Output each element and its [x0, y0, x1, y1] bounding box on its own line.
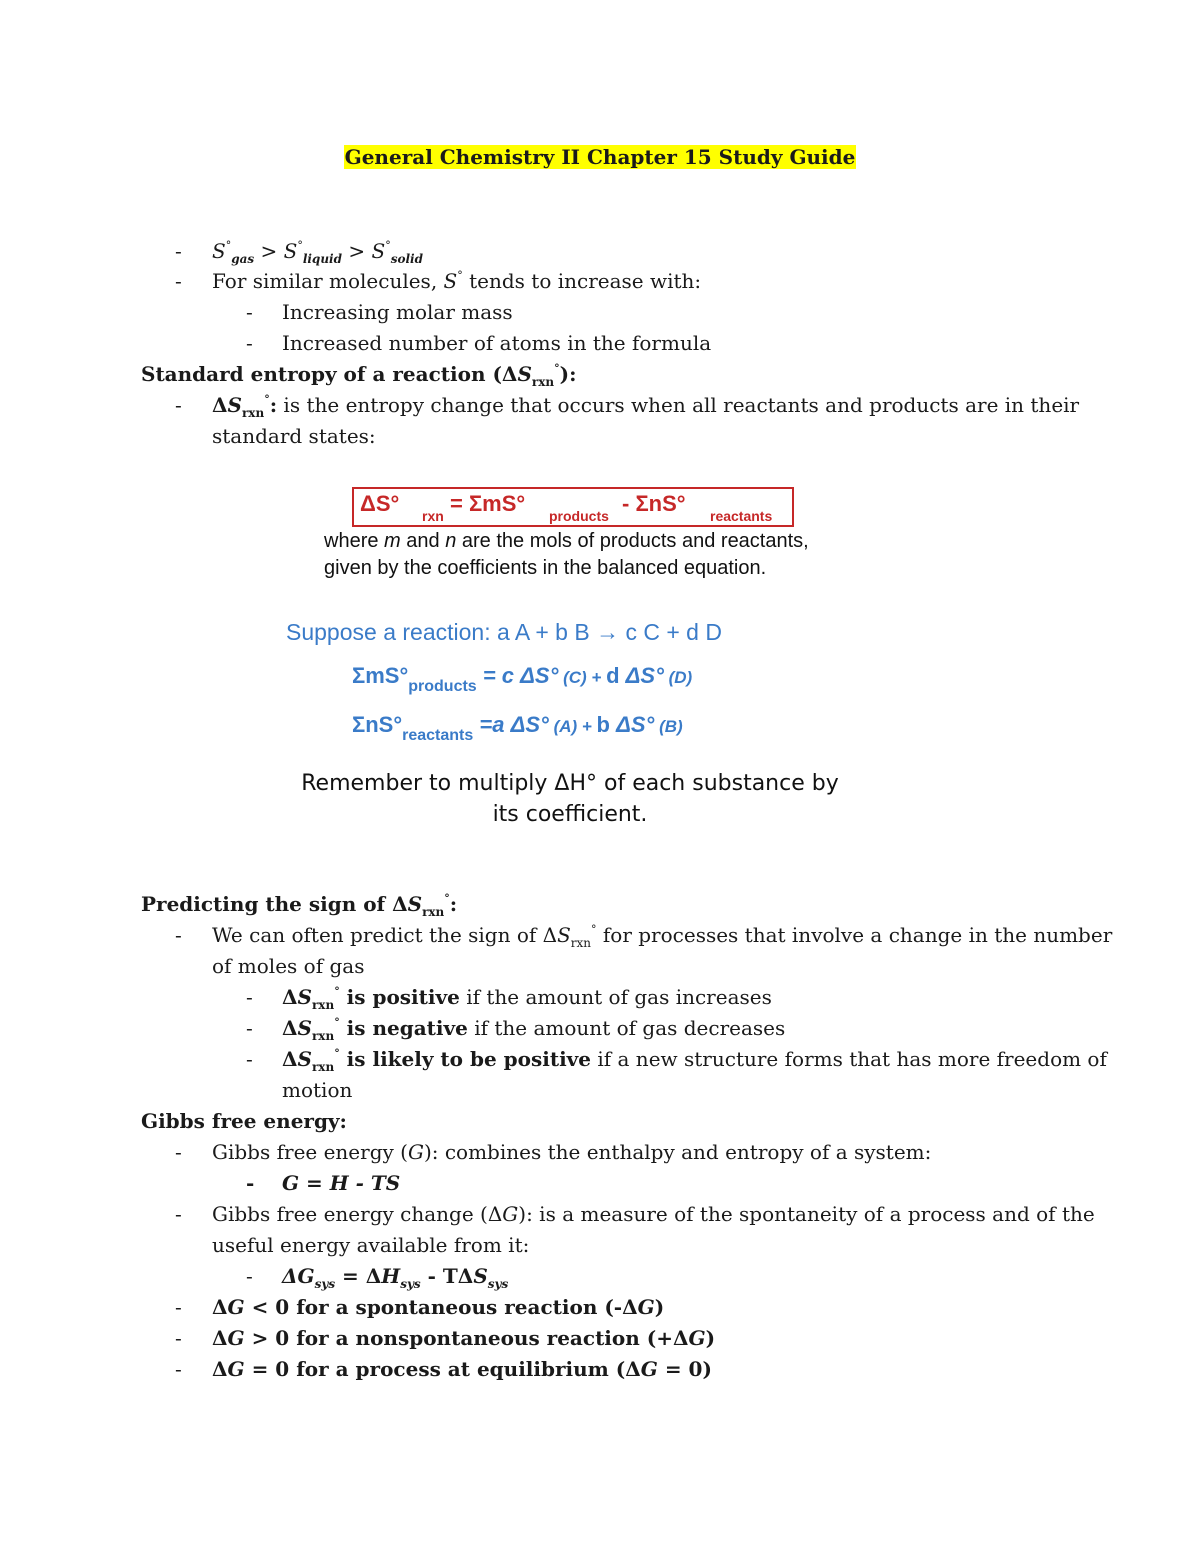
bullet-dash: - — [175, 923, 182, 947]
eq-products-sum: = ΣmS° — [450, 491, 526, 516]
bullet-dash: - — [246, 1047, 253, 1071]
eq-lhs: ΔS° — [360, 491, 400, 516]
bullet-dash: - — [175, 1326, 182, 1350]
eq-reactants-sum: - ΣnS° — [622, 491, 686, 516]
remember-note-line1: Remember to multiply ΔH° of each substance by — [301, 771, 839, 796]
section-heading-predicting: Predicting the sign of $\Delta S_{rxn}^\circ$: — [141, 892, 458, 919]
list-item: Increasing molar mass — [282, 300, 513, 324]
section-heading-standard-entropy: Standard entropy of a reaction $(\Delta S_{rxn}^\circ)$: — [141, 362, 577, 389]
gibbs-change-definition-cont: useful energy available from it: — [212, 1233, 530, 1257]
bullet-dash: - — [175, 1295, 182, 1319]
where-text-line2: given by the coefficients in the balanced equation. — [324, 557, 767, 579]
products-sum-equation: $\Sigma mS^\circ_{products} = c$ ΔS° (C) + d ΔS° (D) — [352, 663, 693, 695]
eq-lhs-sub: rxn — [422, 508, 444, 524]
gibbs-rule-nonspontaneous: ΔG > 0 for a nonspontaneous reaction (+ΔG) — [212, 1326, 716, 1350]
bullet-dash: - — [175, 1357, 182, 1381]
bullet-dash: - — [246, 331, 253, 355]
bullet-dash: - — [175, 1140, 182, 1164]
list-item: $\Delta S_{rxn}^\circ$ is positive if the amount of gas increases — [282, 985, 772, 1012]
bullet-dash: - — [246, 1171, 255, 1195]
bullet-dash: - — [175, 1202, 182, 1226]
where-text-line1: where m and n are the mols of products and reactants, — [324, 530, 809, 552]
bullet-dash: - — [246, 985, 253, 1009]
gibbs-change-definition: Gibbs free energy change (ΔG): is a measure of the spontaneity of a process and of the — [212, 1202, 1095, 1226]
predicting-intro: We can often predict the sign of $\Delta S_{rxn}^\circ$ for processes that involve a change in the number — [212, 923, 1113, 950]
list-item-cont: motion — [282, 1078, 353, 1102]
gibbs-formula: G = H - TS — [282, 1171, 401, 1195]
page-title: General Chemistry II Chapter 15 Study Guide — [344, 145, 856, 169]
list-item: $\Delta S_{rxn}^\circ$ is negative if the amount of gas decreases — [282, 1016, 786, 1043]
gibbs-rule-spontaneous: ΔG < 0 for a spontaneous reaction (-ΔG) — [212, 1295, 665, 1319]
eq-products-label: products — [549, 508, 609, 524]
eq-reactants-label: reactants — [710, 508, 773, 524]
entropy-order: $S^\circ_{gas} > S^\circ_{liquid} > S^\circ_{solid}$ — [212, 239, 423, 266]
bullet-dash: - — [246, 1264, 253, 1288]
list-item: Increased number of atoms in the formula — [282, 331, 712, 355]
std-entropy-definition-cont: standard states: — [212, 424, 376, 448]
gibbs-definition: Gibbs free energy (G): combines the enthalpy and entropy of a system: — [212, 1140, 932, 1164]
list-item: $\Delta S_{rxn}^\circ$ is likely to be positive if a new structure forms that has more freedom of — [282, 1047, 1107, 1074]
predicting-intro-cont: of moles of gas — [212, 954, 365, 978]
remember-note-line2: its coefficient. — [492, 802, 648, 827]
bullet-dash: - — [175, 239, 182, 263]
bullet-dash: - — [246, 1016, 253, 1040]
bullet-dash: - — [246, 300, 253, 324]
gibbs-change-formula: $\Delta G_{sys} = \Delta H_{sys} - T\Delta S_{sys}$ — [282, 1264, 509, 1291]
bullet-dash: - — [175, 393, 182, 417]
std-entropy-definition: $\Delta S_{rxn}^\circ$: is the entropy change that occurs when all reactants and products are in their — [212, 393, 1080, 420]
similar-molecules-text: For similar molecules, S° tends to increase with: — [212, 269, 702, 293]
reactants-sum-equation: $\Sigma nS^\circ_{reactants} =a$ ΔS° (A) + b ΔS° (B) — [352, 712, 683, 744]
bullet-dash: - — [175, 269, 182, 293]
gibbs-rule-equilibrium: ΔG = 0 for a process at equilibrium (ΔG = 0) — [212, 1357, 712, 1381]
suppose-reaction: Suppose a reaction: a A + b B → c C + d D — [286, 619, 722, 645]
entropy-equation-box — [352, 487, 794, 527]
section-heading-gibbs: Gibbs free energy: — [141, 1109, 347, 1133]
